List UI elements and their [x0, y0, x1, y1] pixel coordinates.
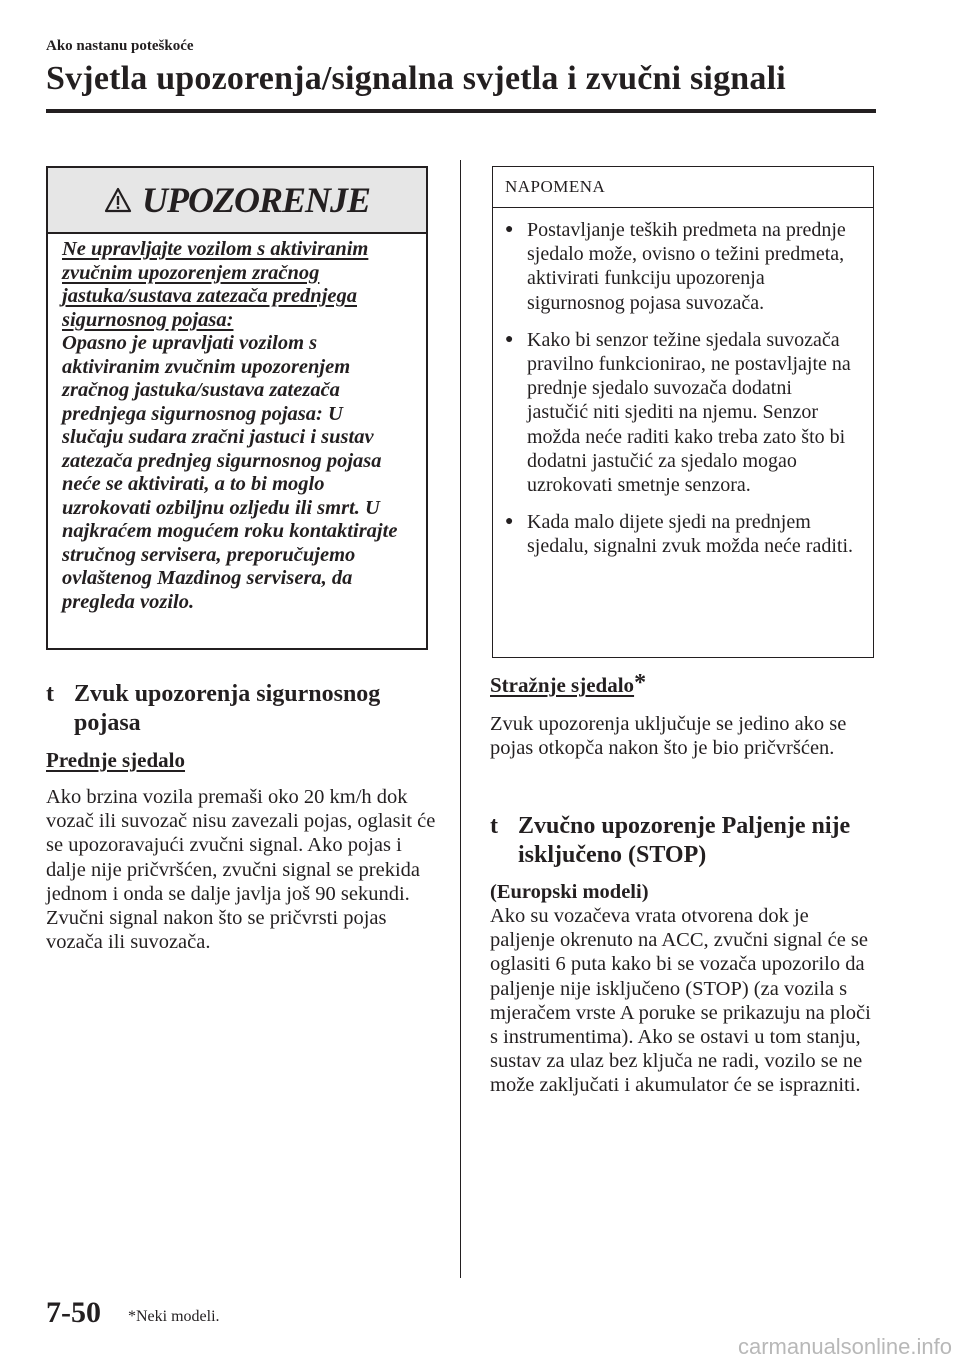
- warning-triangle-icon: [104, 187, 132, 213]
- footer-note: *Neki modeli.: [128, 1308, 220, 1325]
- note-item-text: Kada malo dijete sjedi na prednjem sjedalu, signalni zvuk možda neće raditi.: [527, 511, 854, 558]
- note-item: [505, 510, 857, 558]
- ignition-section-heading: [490, 812, 874, 870]
- note-list: [493, 208, 873, 559]
- note-heading: NAPOMENA: [493, 167, 873, 208]
- warning-title: UPOZORENJE: [141, 180, 370, 220]
- rear-seat-subheading-text: Stražnje sjedalo: [490, 673, 635, 697]
- seatbelt-section-heading: [46, 680, 446, 738]
- page-title: Svjetla upozorenja/signalna svjetla i zvučni signali: [46, 60, 786, 97]
- warning-header: [48, 168, 426, 234]
- rear-seat-text: Zvuk upozorenja uključuje se jedino ako se pojas otkopča nakon što je bio pričvršćen.: [490, 713, 847, 760]
- warning-box: [46, 166, 428, 650]
- watermark: carmanualsonline.info: [737, 1334, 952, 1359]
- column-divider: [460, 160, 461, 1278]
- warning-text: Opasno je upravljati vozilom s aktiviranim zvučnim upozorenjem zračnog jastuka/sustava zatezača prednjega sigurnosnog pojasa: U slučaju sudara zračni jastuci i sustav zatezača prednjeg sigurnosnog pojasa neće se aktivirati, a to bi moglo uzrokovati ozbiljnu ozljedu ili smrt. U najkraćem mogućem roku kontaktirajte stručnog servisera, preporučujemo ovlaštenog Mazdinog servisera, da pregleda vozilo.: [62, 332, 398, 613]
- seatbelt-heading-text: Zvuk upozorenja sigurnosnog pojasa: [74, 681, 381, 736]
- rear-seat-subheading: [490, 670, 647, 698]
- bullet-icon: ●: [505, 222, 514, 237]
- section-marker: t: [46, 681, 54, 707]
- front-seat-subheading: Prednje sjedalo: [46, 748, 186, 772]
- section-marker: t: [490, 813, 498, 839]
- ignition-heading-text: Zvučno upozorenje Paljenje nije isključeno (STOP): [518, 813, 851, 868]
- title-rule: [46, 109, 876, 113]
- section-label: Ako nastanu poteškoće: [46, 38, 194, 54]
- note-box: [492, 166, 874, 658]
- note-item: [505, 218, 857, 315]
- ignition-text: Ako su vozačeva vrata otvorena dok je paljenje okrenuto na ACC, zvučni signal će se oglasiti 6 puta kako bi se vozača upozorilo da paljenje nije isključeno (STOP) (za vozila s mjeračem vrste A poruke se prikazuju na ploči s instrumentima). Ako se ostavi u tom stanju, sustav za ulaz bez ključa ne radi, vozilo se ne može zaključati i akumulator će se isprazniti.: [490, 905, 871, 1097]
- warning-subheading: Ne upravljajte vozilom s aktiviranim zvučnim upozorenjem zračnog jastuka/sustava zatezača prednjega sigurnosnog pojasa:: [62, 238, 369, 331]
- asterisk-mark: *: [634, 670, 647, 696]
- page-number: 7-50: [46, 1296, 101, 1329]
- note-item-text: Kako bi senzor težine sjedala suvozača pravilno funkcionirao, ne postavljajte na prednje sjedalo suvozača dodatni jastučić niti sjediti na njemu. Senzor možda neće raditi kako treba zato što bi dodatni jastučić za sjedalo mogao uzrokovati smetnje senzora.: [527, 328, 851, 497]
- front-seat-text: Ako brzina vozila premaši oko 20 km/h dok vozač ili suvozač nisu zavezali pojas, oglasit će se upozoravajući zvučni signal. Ako pojas i dalje nije pričvršćen, zvučni signal se prekida jednom i onda se dalje javlja još 90 sekundi. Zvučni signal nakon što se pričvrsti pojas vozača ili suvozača.: [46, 786, 436, 954]
- warning-body: [48, 234, 426, 614]
- note-item-text: Postavljanje teških predmeta na prednje sjedalo može, ovisno o težini predmeta, aktivirati funkciju upozorenja sigurnosnog pojasa suvozača.: [527, 219, 846, 314]
- bullet-icon: ●: [505, 331, 514, 347]
- bullet-icon: ●: [505, 514, 514, 530]
- note-item: [505, 328, 857, 497]
- models-label: (Europski modeli): [490, 881, 649, 903]
